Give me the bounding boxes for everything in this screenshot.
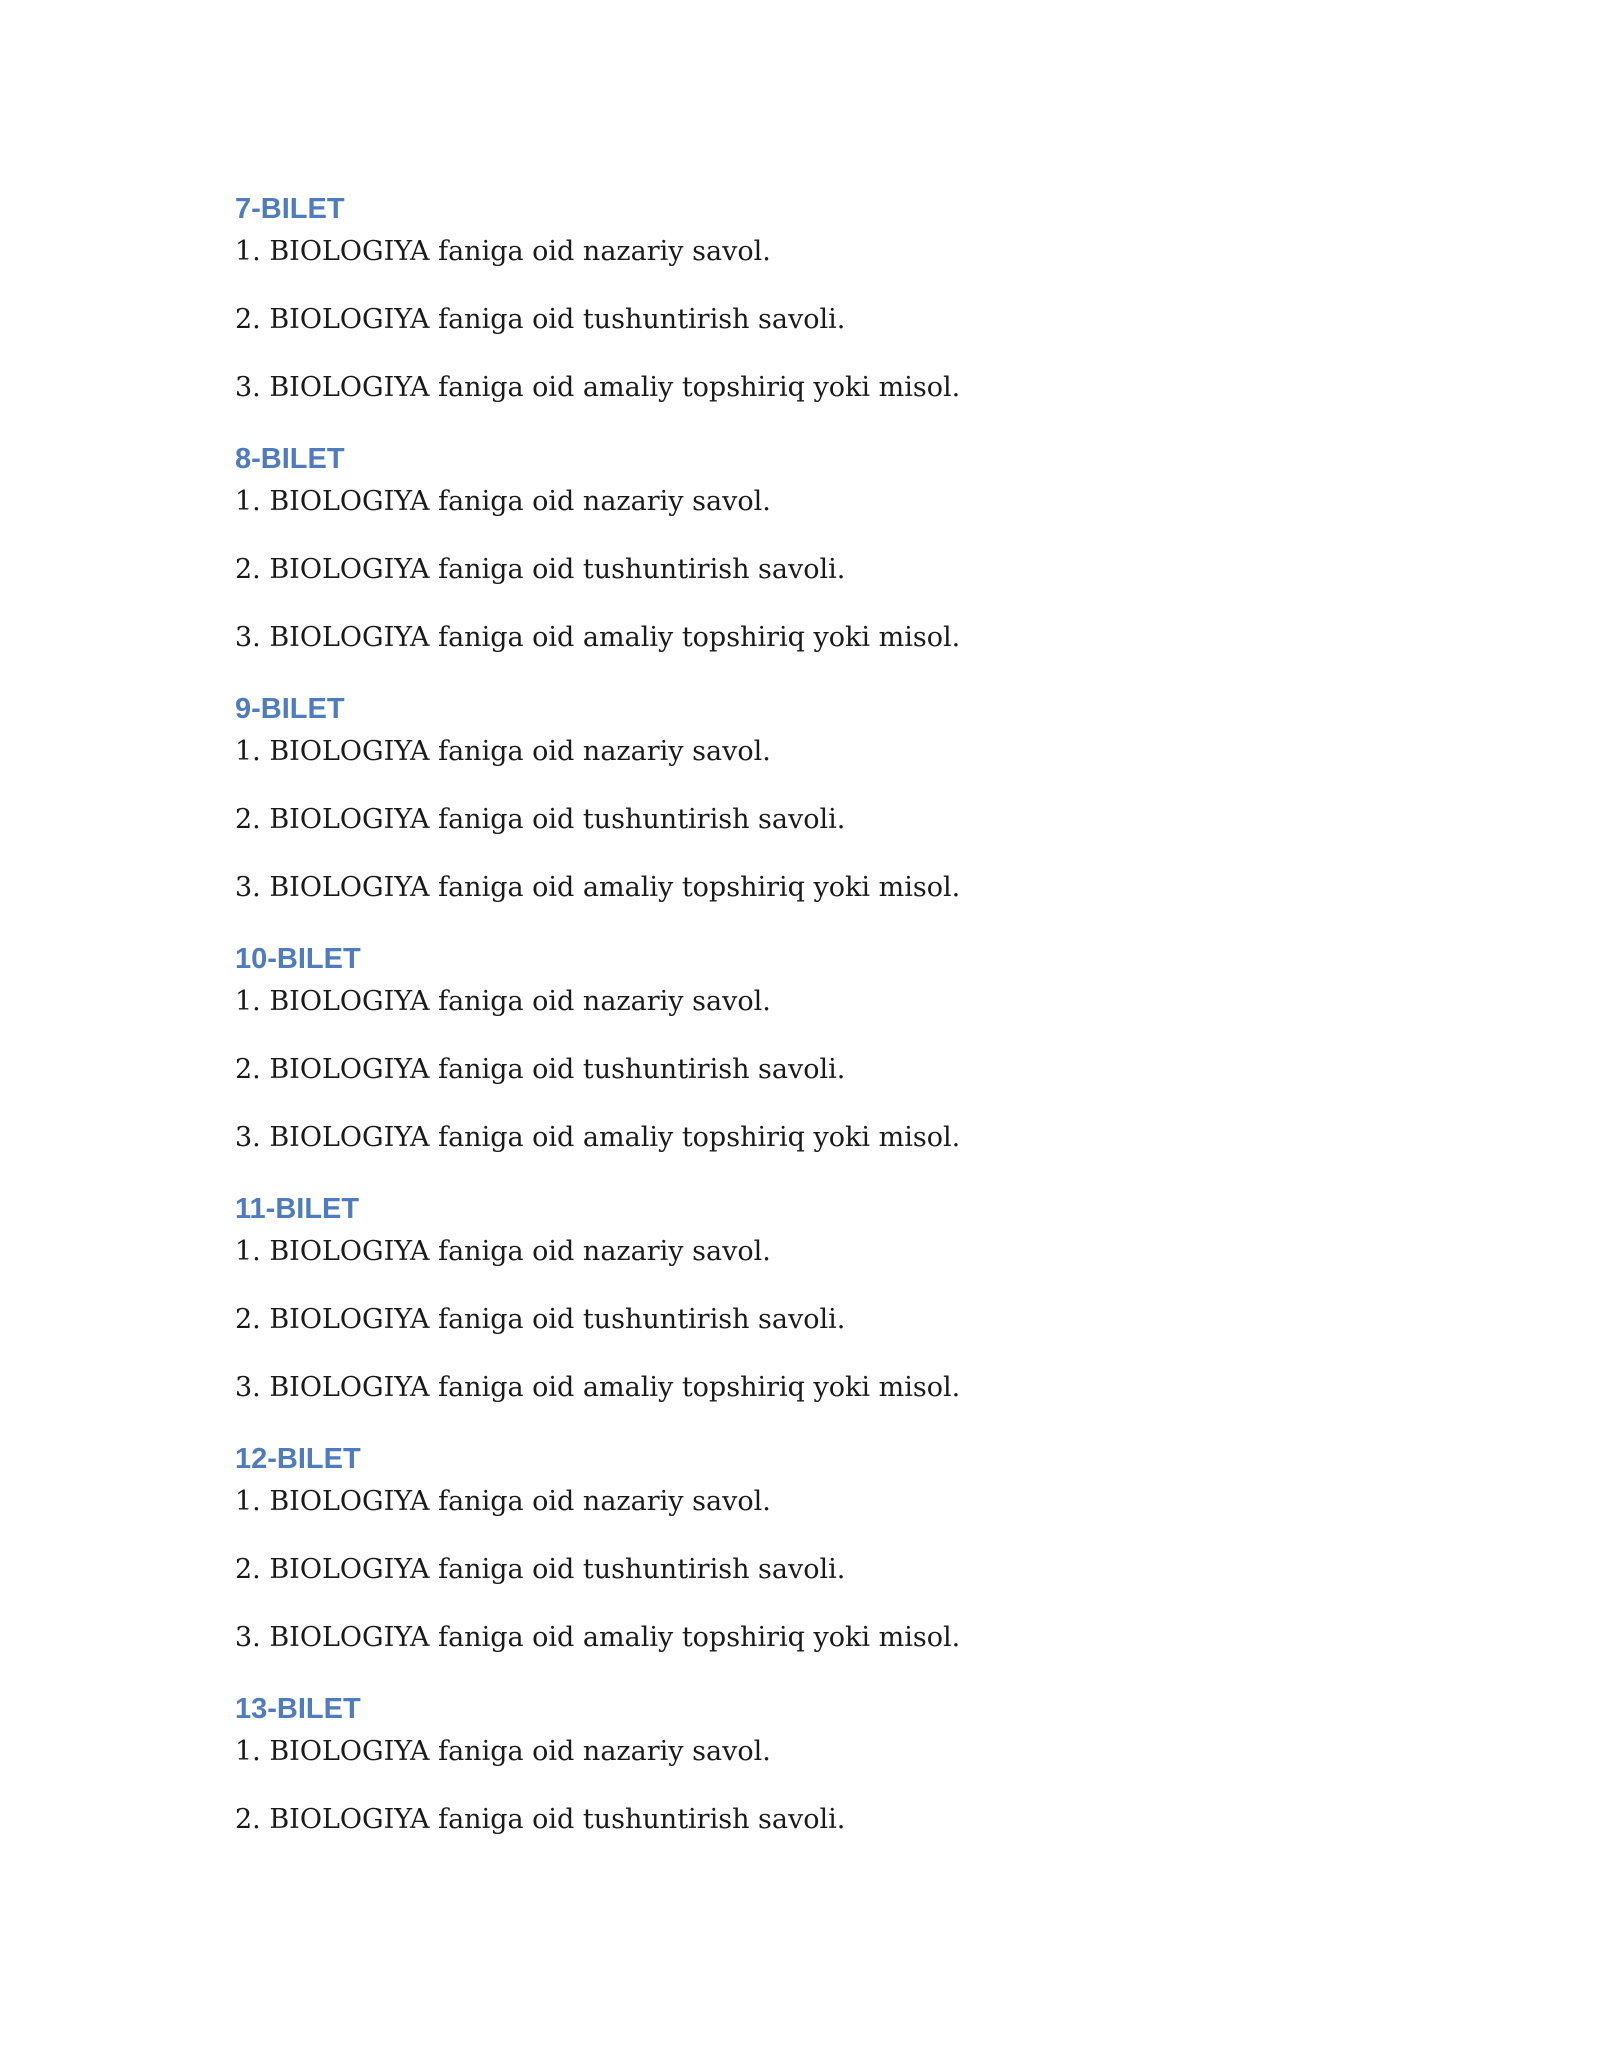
ticket-9	[235, 688, 1385, 938]
question-1: 1. BIOLOGIYA faniga oid nazariy savol.	[235, 736, 771, 767]
question-3: 3. BIOLOGIYA faniga oid amaliy topshiriq yoki misol.	[235, 622, 961, 653]
question-1: 1. BIOLOGIYA faniga oid nazariy savol.	[235, 486, 771, 517]
question-3: 3. BIOLOGIYA faniga oid amaliy topshiriq yoki misol.	[235, 1622, 961, 1653]
question-2: 2. BIOLOGIYA faniga oid tushuntirish savoli.	[235, 1054, 846, 1085]
ticket-title: 11-BILET	[235, 1193, 360, 1225]
question-2: 2. BIOLOGIYA faniga oid tushuntirish savoli.	[235, 304, 846, 335]
question-2: 2. BIOLOGIYA faniga oid tushuntirish savoli.	[235, 1804, 846, 1835]
question-2: 2. BIOLOGIYA faniga oid tushuntirish savoli.	[235, 1554, 846, 1585]
question-3: 3. BIOLOGIYA faniga oid amaliy topshiriq yoki misol.	[235, 372, 961, 403]
question-1: 1. BIOLOGIYA faniga oid nazariy savol.	[235, 986, 771, 1017]
ticket-8	[235, 438, 1385, 688]
ticket-7	[235, 188, 1385, 438]
ticket-title: 7-BILET	[235, 193, 345, 225]
ticket-12	[235, 1438, 1385, 1688]
question-2: 2. BIOLOGIYA faniga oid tushuntirish savoli.	[235, 804, 846, 835]
ticket-title: 13-BILET	[235, 1693, 361, 1725]
question-1: 1. BIOLOGIYA faniga oid nazariy savol.	[235, 236, 771, 267]
question-1: 1. BIOLOGIYA faniga oid nazariy savol.	[235, 1486, 771, 1517]
ticket-title: 8-BILET	[235, 443, 345, 475]
question-3: 3. BIOLOGIYA faniga oid amaliy topshiriq yoki misol.	[235, 1122, 961, 1153]
ticket-10	[235, 938, 1385, 1188]
ticket-13	[235, 1688, 1385, 1938]
question-1: 1. BIOLOGIYA faniga oid nazariy savol.	[235, 1736, 771, 1767]
question-2: 2. BIOLOGIYA faniga oid tushuntirish savoli.	[235, 554, 846, 585]
ticket-11	[235, 1188, 1385, 1438]
ticket-list	[235, 188, 1385, 1938]
ticket-title: 9-BILET	[235, 693, 345, 725]
question-3: 3. BIOLOGIYA faniga oid amaliy topshiriq yoki misol.	[235, 872, 961, 903]
question-2: 2. BIOLOGIYA faniga oid tushuntirish savoli.	[235, 1304, 846, 1335]
question-3: 3. BIOLOGIYA faniga oid amaliy topshiriq yoki misol.	[235, 1372, 961, 1403]
question-1: 1. BIOLOGIYA faniga oid nazariy savol.	[235, 1236, 771, 1267]
ticket-title: 10-BILET	[235, 943, 361, 975]
ticket-title: 12-BILET	[235, 1443, 361, 1475]
